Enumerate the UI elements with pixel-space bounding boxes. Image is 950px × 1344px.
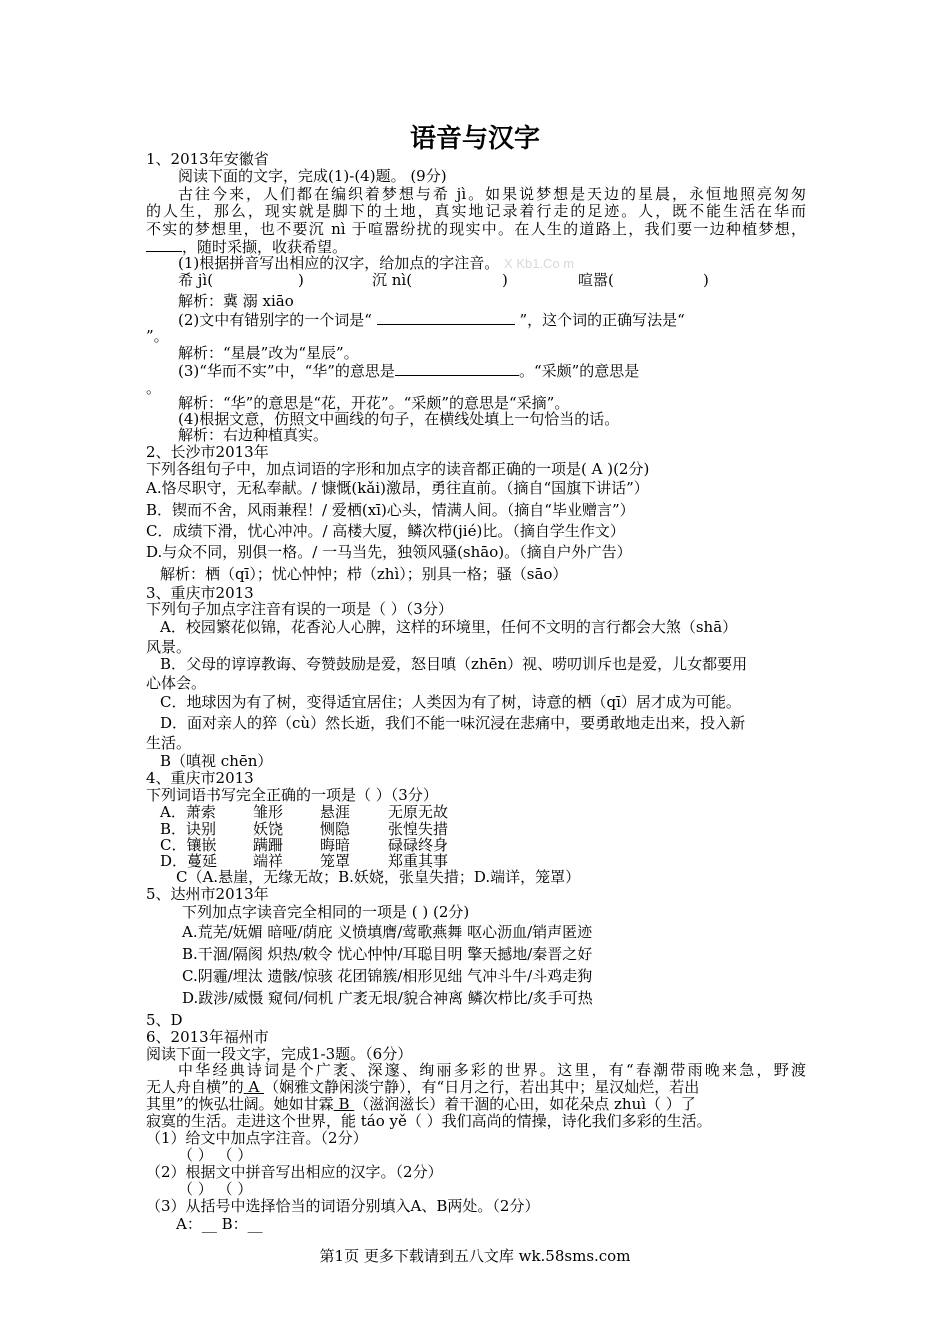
- q6-instruction: 阅读下面一段文字，完成1-3题。（6分）: [146, 1045, 413, 1063]
- q1-sub2-end: ”。: [146, 327, 169, 345]
- q1-sub2: (2)文中有错别字的一个词是“ ”，这个词的正确写法是“: [178, 311, 685, 329]
- q3-option: B．父母的谆谆教诲、夸赞鼓励是爱，怒目嗔（zhēn）视、唠叨训斥也是爱，儿女都要用: [160, 655, 748, 673]
- q2-option: B．锲而不舍，风雨兼程！/ 爱栖(xī)心头，情满人间。（摘自“毕业赠言”）: [146, 501, 635, 519]
- q2-option: C．成绩下滑，忧心冲冲。/ 高楼大厦，鳞次栉(jié)比。（摘自学生作文）: [146, 522, 625, 540]
- q1-fill-b: 沉 nì(: [372, 271, 413, 289]
- q3-option: D．面对亲人的猝（cù）然长逝，我们不能一味沉浸在悲痛中，要勇敢地走出来，投入新: [160, 714, 746, 732]
- q6-sub3: （3）从括号中选择恰当的词语分别填入A、B两处。（2分）: [146, 1197, 540, 1215]
- q6-passage-line: 寂寞的生活。走进这个世界，能 táo yě（ ）我们高尚的情操，诗化我们多彩的生活。: [146, 1112, 712, 1130]
- q6-sub2: （2）根据文中拼音写出相应的汉字。（2分）: [146, 1163, 443, 1181]
- q5-option: B.干涸/隔阂 炽热/敕令 忧心忡忡/耳聪目明 擎天撼地/秦晋之好: [182, 945, 593, 963]
- q6-sub3-answer: A：__ B：__: [176, 1215, 263, 1233]
- q4-option-word: 雏形: [253, 803, 284, 821]
- q5-option: D.跋涉/威慑 窥伺/伺机 广袤无垠/貌合神离 鳞次栉比/炙手可热: [182, 989, 593, 1007]
- q3-source: 3、重庆市2013: [146, 584, 254, 602]
- blank-b: B: [333, 1095, 355, 1113]
- q2-option: D.与众不同，别俱一格。/ 一马当先，独领风骚(shāo)。（摘自户外广告）: [146, 543, 632, 561]
- q1-answer4: 解析：右边种植真实。: [178, 426, 329, 444]
- close-paren: ): [298, 271, 304, 289]
- q4-source: 4、重庆市2013: [146, 769, 254, 787]
- q6-paren-row: （ ） （ ）: [178, 1180, 253, 1198]
- page-title: 语音与汉字: [409, 124, 540, 154]
- q4-option-word: 张惶失措: [388, 820, 449, 838]
- q3-answer: B（嗔视 chēn）: [160, 752, 273, 770]
- q4-option-word: 无原无故: [388, 803, 449, 821]
- q1-answer1: 解析：冀 溺 xiāo: [178, 292, 294, 310]
- blank-a: A: [243, 1078, 265, 1096]
- watermark: X Kb1.Co m: [504, 256, 575, 271]
- q3-option: 心体会。: [146, 674, 207, 692]
- answer-blank: [377, 311, 515, 325]
- q4-option-word: 妖饶: [253, 820, 284, 838]
- q1-fill-a: 希 jì(: [178, 271, 214, 289]
- close-paren: ): [703, 271, 709, 289]
- q4-option-word: 碌碌终身: [388, 836, 449, 854]
- q1-sub3: (3)“华而不实”中，“华”的意思是 。“采颇”的意思是: [178, 362, 640, 380]
- q5-prompt: 下列加点字读音完全相同的一项是 ( ) (2分): [182, 903, 470, 921]
- q1-sub3-end: 。: [146, 379, 162, 397]
- q1-passage-line: 不实的梦想里，也不要沉 nì 于喧嚣纷扰的现实中。在人生的道路上，我们要一边种植梦想，: [146, 220, 806, 238]
- q2-answer: 解析：栖（qī）；忧心忡忡；栉（zhì）；别具一格；骚（sāo）: [160, 565, 568, 583]
- q1-passage-line: ，随时采撷，收获希望。: [146, 238, 347, 256]
- q3-prompt: 下列句子加点字注音有误的一项是（ ）（3分）: [146, 600, 453, 618]
- q4-option-word: 悬涯: [320, 803, 351, 821]
- q2-option: A.恪尽职守，无私奉献。/ 慷慨(kǎi)激昂，勇往直前。（摘自“国旗下讲话”）: [146, 479, 649, 497]
- q1-instruction: 阅读下面的文字，完成(1)-(4)题。 (9分): [178, 167, 447, 185]
- q5-option: C.阴霾/埋汰 遗骸/惊骇 花团锦簇/相形见绌 气冲斗牛/斗鸡走狗: [182, 967, 593, 985]
- q4-option-word: 笼罩: [320, 852, 351, 870]
- q6-sub1: （1）给文中加点字注音。（2分）: [146, 1129, 368, 1147]
- q1-answer2: 解析：“星晨”改为“星辰”。: [178, 344, 359, 362]
- q4-option-word: 晦暗: [320, 836, 351, 854]
- q4-option-word: D．蔓延: [160, 852, 218, 870]
- q6-passage-line: 中华经典诗词是个广袤、深邃、绚丽多彩的世界。这里，有“春潮带雨晚来急，野渡: [178, 1061, 806, 1079]
- answer-blank: [146, 238, 182, 252]
- q5-option: A.荒芜/妩媚 暗哑/荫庇 义愤填膺/莺歌燕舞 呕心沥血/销声匿迹: [182, 923, 593, 941]
- q3-option: A．校园繁花似锦，花香沁人心脾，这样的环境里，任何不文明的言行都会大煞（shā）: [160, 618, 738, 636]
- q4-answer: C（A.悬崖，无缘无故；B.妖娆，张皇失措；D.端详，笼罩）: [176, 868, 581, 886]
- q4-option-word: A．萧索: [160, 803, 216, 821]
- q4-option-word: C．镶嵌: [160, 836, 217, 854]
- q5-source: 5、达州市2013年: [146, 885, 269, 903]
- q1-passage-line: 古往今来，人们都在编织着梦想与希 jì。如果说梦想是天边的星晨，永恒地照亮匆匆: [178, 185, 806, 203]
- q4-prompt: 下列词语书写完全正确的一项是（ ）（3分）: [146, 786, 438, 804]
- q2-source: 2、长沙市2013年: [146, 443, 269, 461]
- q5-answer: 5、D: [146, 1011, 183, 1029]
- q3-option: 风景。: [146, 638, 192, 656]
- q6-passage-line: 其里”的恢弘壮阔。她如甘霖 B （滋润滋长）着干涸的心田，如花朵点 zhuì（ ）了: [146, 1095, 696, 1113]
- q4-option-word: B．诀别: [160, 820, 217, 838]
- q3-option: C．地球因为有了树，变得适宜居住；人类因为有了树，诗意的栖（qī）居才成为可能。: [160, 693, 741, 711]
- q1-fill-c: 喧嚣(: [578, 271, 614, 289]
- q6-paren-row: （ ） （ ）: [178, 1146, 253, 1164]
- page-footer: 第1页 更多下载请到五八文库 wk.58sms.com: [319, 1247, 631, 1265]
- q4-option-word: 蹒跚: [253, 836, 284, 854]
- q1-passage-line: 的人生，那么，现实就是脚下的土地，真实地记录着行走的足迹。人，既不能生活在华而: [146, 202, 806, 220]
- q3-option: 生活。: [146, 734, 192, 752]
- q6-passage-line: 无人舟自横”的 A （娴雅文静闲淡宁静），有“日月之行，若出其中；星汉灿烂，若出: [146, 1078, 700, 1096]
- q4-option-word: 郑重其事: [388, 852, 449, 870]
- q1-answer3: 解析：“华”的意思是“花，开花”。“采颇”的意思是“采摘”。: [178, 394, 570, 412]
- q1-sub4: (4)根据文意，仿照文中画线的句子，在横线处填上一句恰当的话。: [178, 410, 620, 428]
- close-paren: ): [502, 271, 508, 289]
- q1-sub1: (1)根据拼音写出相应的汉字，给加点的字注音。 X Kb1.Co m: [178, 254, 575, 272]
- answer-blank: [395, 362, 519, 376]
- q6-source: 6、2013年福州市: [146, 1028, 269, 1046]
- q1-source: 1、2013年安徽省: [146, 150, 269, 168]
- q4-option-word: 端祥: [253, 852, 284, 870]
- q2-prompt: 下列各组句子中，加点词语的字形和加点字的读音都正确的一项是( A )(2分): [146, 460, 650, 478]
- q4-option-word: 恻隐: [320, 820, 351, 838]
